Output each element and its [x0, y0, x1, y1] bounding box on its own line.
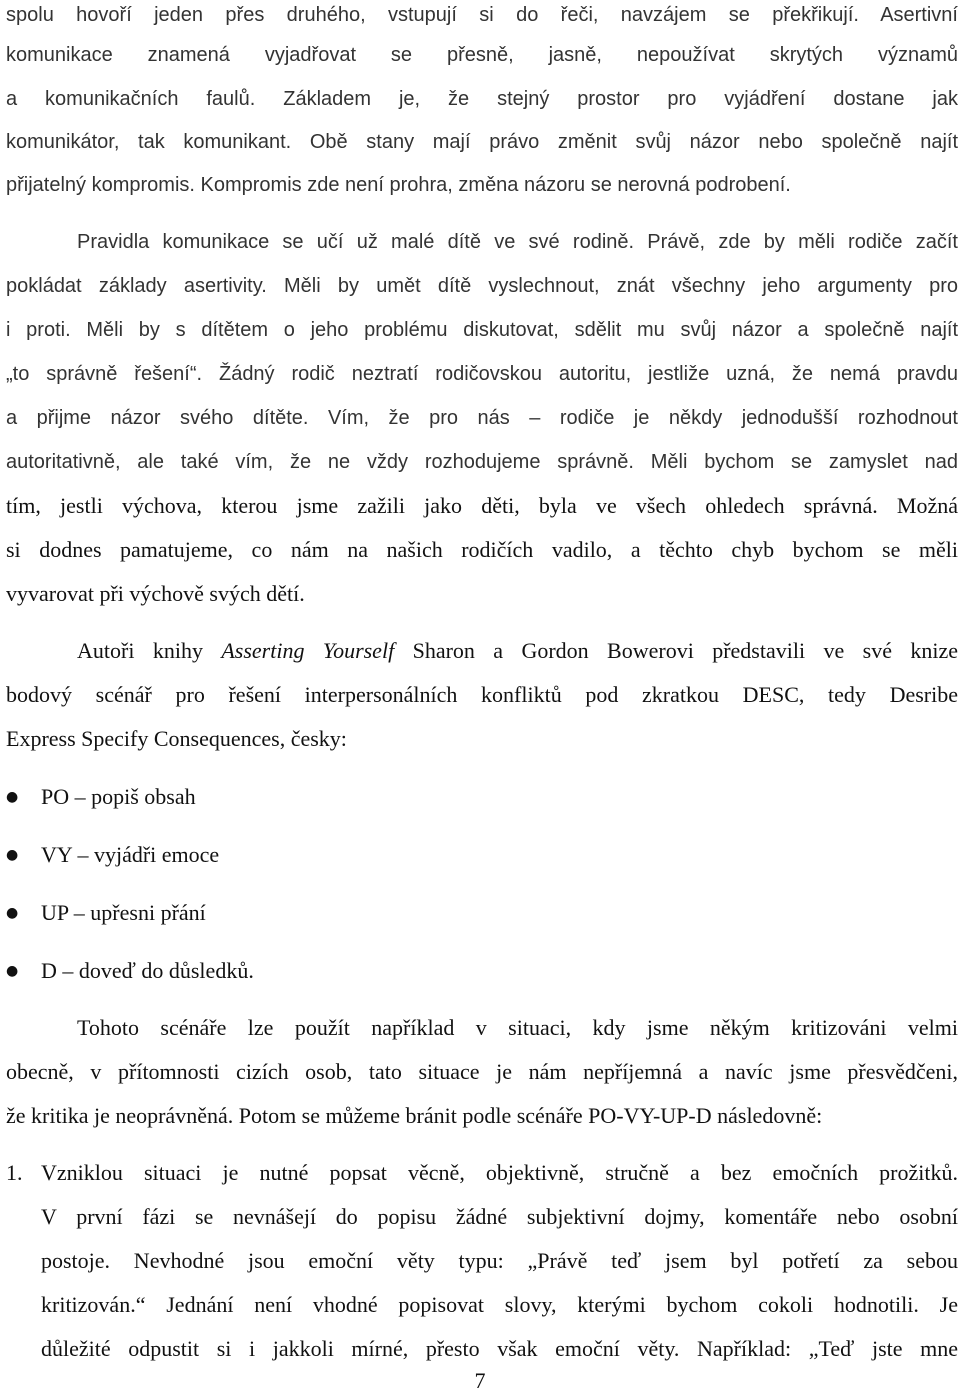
text-line: bodový scénář pro řešení interpersonálních konfliktů pod zkratkou DESC, tedy Desribe	[6, 682, 958, 707]
text-line: a přijme názor svého dítěte. Vím, že pro nás – rodiče je někdy jednodušší rozhodnout	[6, 407, 958, 429]
text-line: Vzniklou situaci je nutné popsat věcně, objektivně, stručně a bez emočních prožitků.	[41, 1160, 958, 1185]
text-line: pokládat základy asertivity. Měli by umět dítě vyslechnout, znát všechny jeho argumenty pro	[6, 275, 958, 297]
bullet-icon: ●	[6, 789, 19, 805]
book-title: Asserting Yourself	[221, 638, 395, 663]
text-line: obecně, v přítomnosti cizích osob, tato situace je nám nepříjemná a navíc jsme přesvědčeni,	[6, 1059, 958, 1084]
text-line: Tohoto scénáře lze použít například v situaci, kdy jsme někým kritizováni velmi	[77, 1015, 958, 1040]
text-line: tím, jestli výchova, kterou jsme zažili jako děti, byla ve všech ohledech správná. Možná	[6, 493, 958, 518]
bullet-icon: ●	[6, 847, 19, 863]
text-run: Autoři knihy	[77, 638, 222, 663]
bullet-icon: ●	[6, 963, 19, 979]
list-item-text: D – doveď do důsledků.	[41, 958, 254, 983]
list-item-text: UP – upřesni přání	[41, 900, 206, 925]
bullet-icon: ●	[6, 905, 19, 921]
text-line: i proti. Měli by s dítětem o jeho problému diskutovat, sdělit mu svůj názor a společně najít	[6, 319, 958, 341]
text-line: Express Specify Consequences, česky:	[6, 726, 347, 751]
text-line: Pravidla komunikace se učí už malé dítě ve své rodině. Právě, zde by měli rodiče začít	[77, 231, 958, 253]
text-line: komunikátor, tak komunikant. Obě stany mají právo změnit svůj názor nebo společně najít	[6, 131, 958, 153]
text-line: postoje. Nevhodné jsou emoční věty typu: „Právě teď jsem byl potřetí za sebou	[41, 1248, 958, 1273]
text-line: komunikace znamená vyjadřovat se přesně, jasně, nepoužívat skrytých významů	[6, 44, 958, 66]
text-line: autoritativně, ale také vím, že ne vždy rozhodujeme správně. Měli bychom se zamyslet nad	[6, 451, 958, 473]
text-line: V první fázi se nevnášejí do popisu žádné subjektivní dojmy, komentáře nebo osobní	[41, 1204, 958, 1229]
text-line: kritizován.“ Jednání není vhodné popisovat slovy, kterými bychom cokoli hodnotili. Je	[41, 1292, 958, 1317]
list-item-text: PO – popiš obsah	[41, 784, 196, 809]
text-line: si dodnes pamatujeme, co nám na našich rodičích vadilo, a těchto chyb bychom se měli	[6, 537, 958, 562]
text-line: a komunikačních faulů. Základem je, že stejný prostor pro vyjádření dostane jak	[6, 88, 958, 110]
list-number: 1.	[6, 1160, 23, 1185]
text-line: spolu hovoří jeden přes druhého, vstupují si do řeči, navzájem se překřikují. Asertivní	[6, 4, 958, 26]
text-line: důležité odpustit si i jakkoli mírné, přesto však emoční věty. Například: „Teď jste mne	[41, 1336, 958, 1361]
text-line: „to správně řešení“. Žádný rodič neztratí rodičovskou autoritu, jestliže uzná, že nemá pravdu	[6, 363, 958, 385]
text-line	[77, 636, 958, 666]
text-line: přijatelný kompromis. Kompromis zde není prohra, změna názoru se nerovná podrobení.	[6, 174, 791, 196]
page-number: 7	[474, 1368, 486, 1391]
text-line: že kritika je neoprávněná. Potom se můžeme bránit podle scénáře PO-VY-UP-D následovně:	[6, 1103, 823, 1128]
list-item-text: VY – vyjádři emoce	[41, 842, 220, 867]
text-run: Sharon a Gordon Bowerovi představili ve své knize	[394, 638, 958, 663]
text-line: vyvarovat při výchově svých dětí.	[6, 581, 305, 606]
